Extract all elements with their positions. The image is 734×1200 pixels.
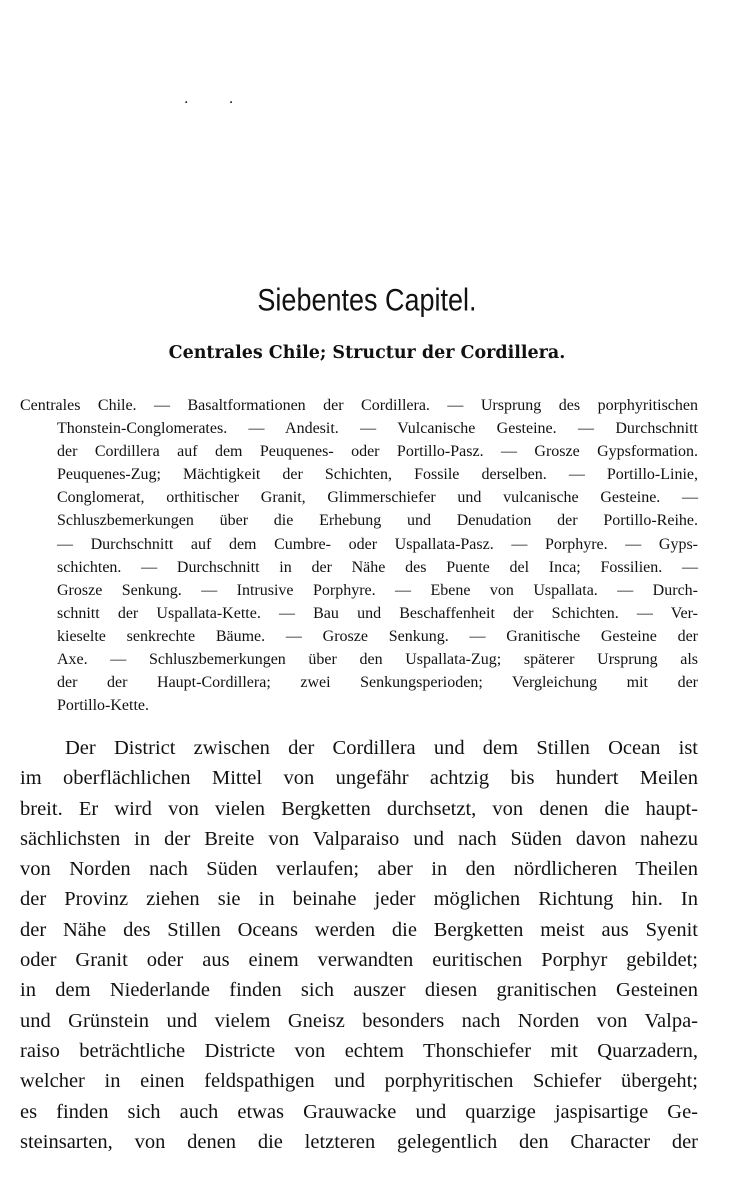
summary-line: Conglomerat, orthitischer Granit, Glimmerschiefer und vulcanische Gesteine. —	[57, 489, 698, 507]
summary-line: Centrales Chile. — Basaltformationen der Cordillera. — Ursprung des porphyritischen	[20, 397, 698, 414]
summary-line: — Durchschnitt auf dem Cumbre- oder Uspallata-Pasz. — Porphyre. — Gyps-	[57, 535, 698, 553]
body-line: welcher in einen feldspathigen und porphyritischen Schiefer übergeht;	[20, 1070, 698, 1093]
summary-line: Peuquenes-Zug; Mächtigkeit der Schichten, Fossile derselben. — Portillo-Linie,	[57, 466, 698, 484]
body-line: der Provinz ziehen sie in beinahe jeder möglichen Richtung hin. In	[20, 888, 698, 911]
body-line: und Grünstein und vielem Gneisz besonders nach Norden von Valpa-	[20, 1009, 698, 1032]
summary-line: Schluszbemerkungen über die Erhebung und Denudation der Portillo-Reihe.	[57, 512, 698, 530]
body-line: es finden sich auch etwas Grauwacke und quarzige jaspisartige Ge-	[20, 1100, 698, 1123]
body-line: steinsarten, von denen die letzteren gelegentlich den Character der	[20, 1130, 698, 1153]
summary-line: der Cordillera auf dem Peuquenes- oder Portillo-Pasz. — Grosze Gypsformation.	[57, 443, 698, 461]
summary-line: Grosze Senkung. — Intrusive Porphyre. — Ebene von Uspallata. — Durch-	[57, 581, 698, 599]
body-line: oder Granit oder aus einem verwandten euritischen Porphyr gebildet;	[20, 949, 698, 972]
summary-line: Axe. — Schluszbemerkungen über den Uspallata-Zug; späterer Ursprung als	[57, 651, 698, 669]
body-line: breit. Er wird von vielen Bergketten durchsetzt, von denen die haupt-	[20, 797, 698, 820]
body-line: der Nähe des Stillen Oceans werden die Bergketten meist aus Syenit	[20, 918, 698, 941]
summary-line: schnitt der Uspallata-Kette. — Bau und Beschaffenheit der Schichten. — Ver-	[57, 604, 698, 622]
summary-line: der der Haupt-Cordillera; zwei Senkungsperioden; Vergleichung mit der	[57, 674, 698, 692]
summary-line: kieselte senkrechte Bäume. — Grosze Senkung. — Granitische Gesteine der	[57, 627, 698, 645]
print-specks: · ·	[184, 95, 252, 111]
body-line: von Norden nach Süden verlaufen; aber in den nördlicheren Theilen	[20, 858, 698, 881]
summary-line: schichten. — Durchschnitt in der Nähe des Puente del Inca; Fossilien. —	[57, 558, 698, 576]
body-line: raiso beträchtliche Districte von echtem Thonschiefer mit Quarzadern,	[20, 1039, 698, 1062]
chapter-summary	[20, 394, 698, 717]
body-line: im oberflächlichen Mittel von ungefähr achtzig bis hundert Meilen	[20, 767, 698, 790]
summary-line: Thonstein-Conglomerates. — Andesit. — Vulcanische Gesteine. — Durchschnitt	[57, 420, 698, 438]
summary-line: Portillo-Kette.	[57, 697, 149, 715]
chapter-title: Siebentes Capitel.	[257, 282, 477, 318]
chapter-subtitle: Centrales Chile; Structur der Cordillera.	[168, 343, 566, 363]
body-line: in dem Niederlande finden sich auszer diesen granitischen Gesteinen	[20, 979, 698, 1002]
body-line: sächlichsten in der Breite von Valparaiso und nach Süden davon nahezu	[20, 827, 698, 850]
body-line: Der District zwischen der Cordillera und dem Stillen Ocean ist	[65, 737, 698, 759]
body-paragraph	[20, 733, 698, 1157]
